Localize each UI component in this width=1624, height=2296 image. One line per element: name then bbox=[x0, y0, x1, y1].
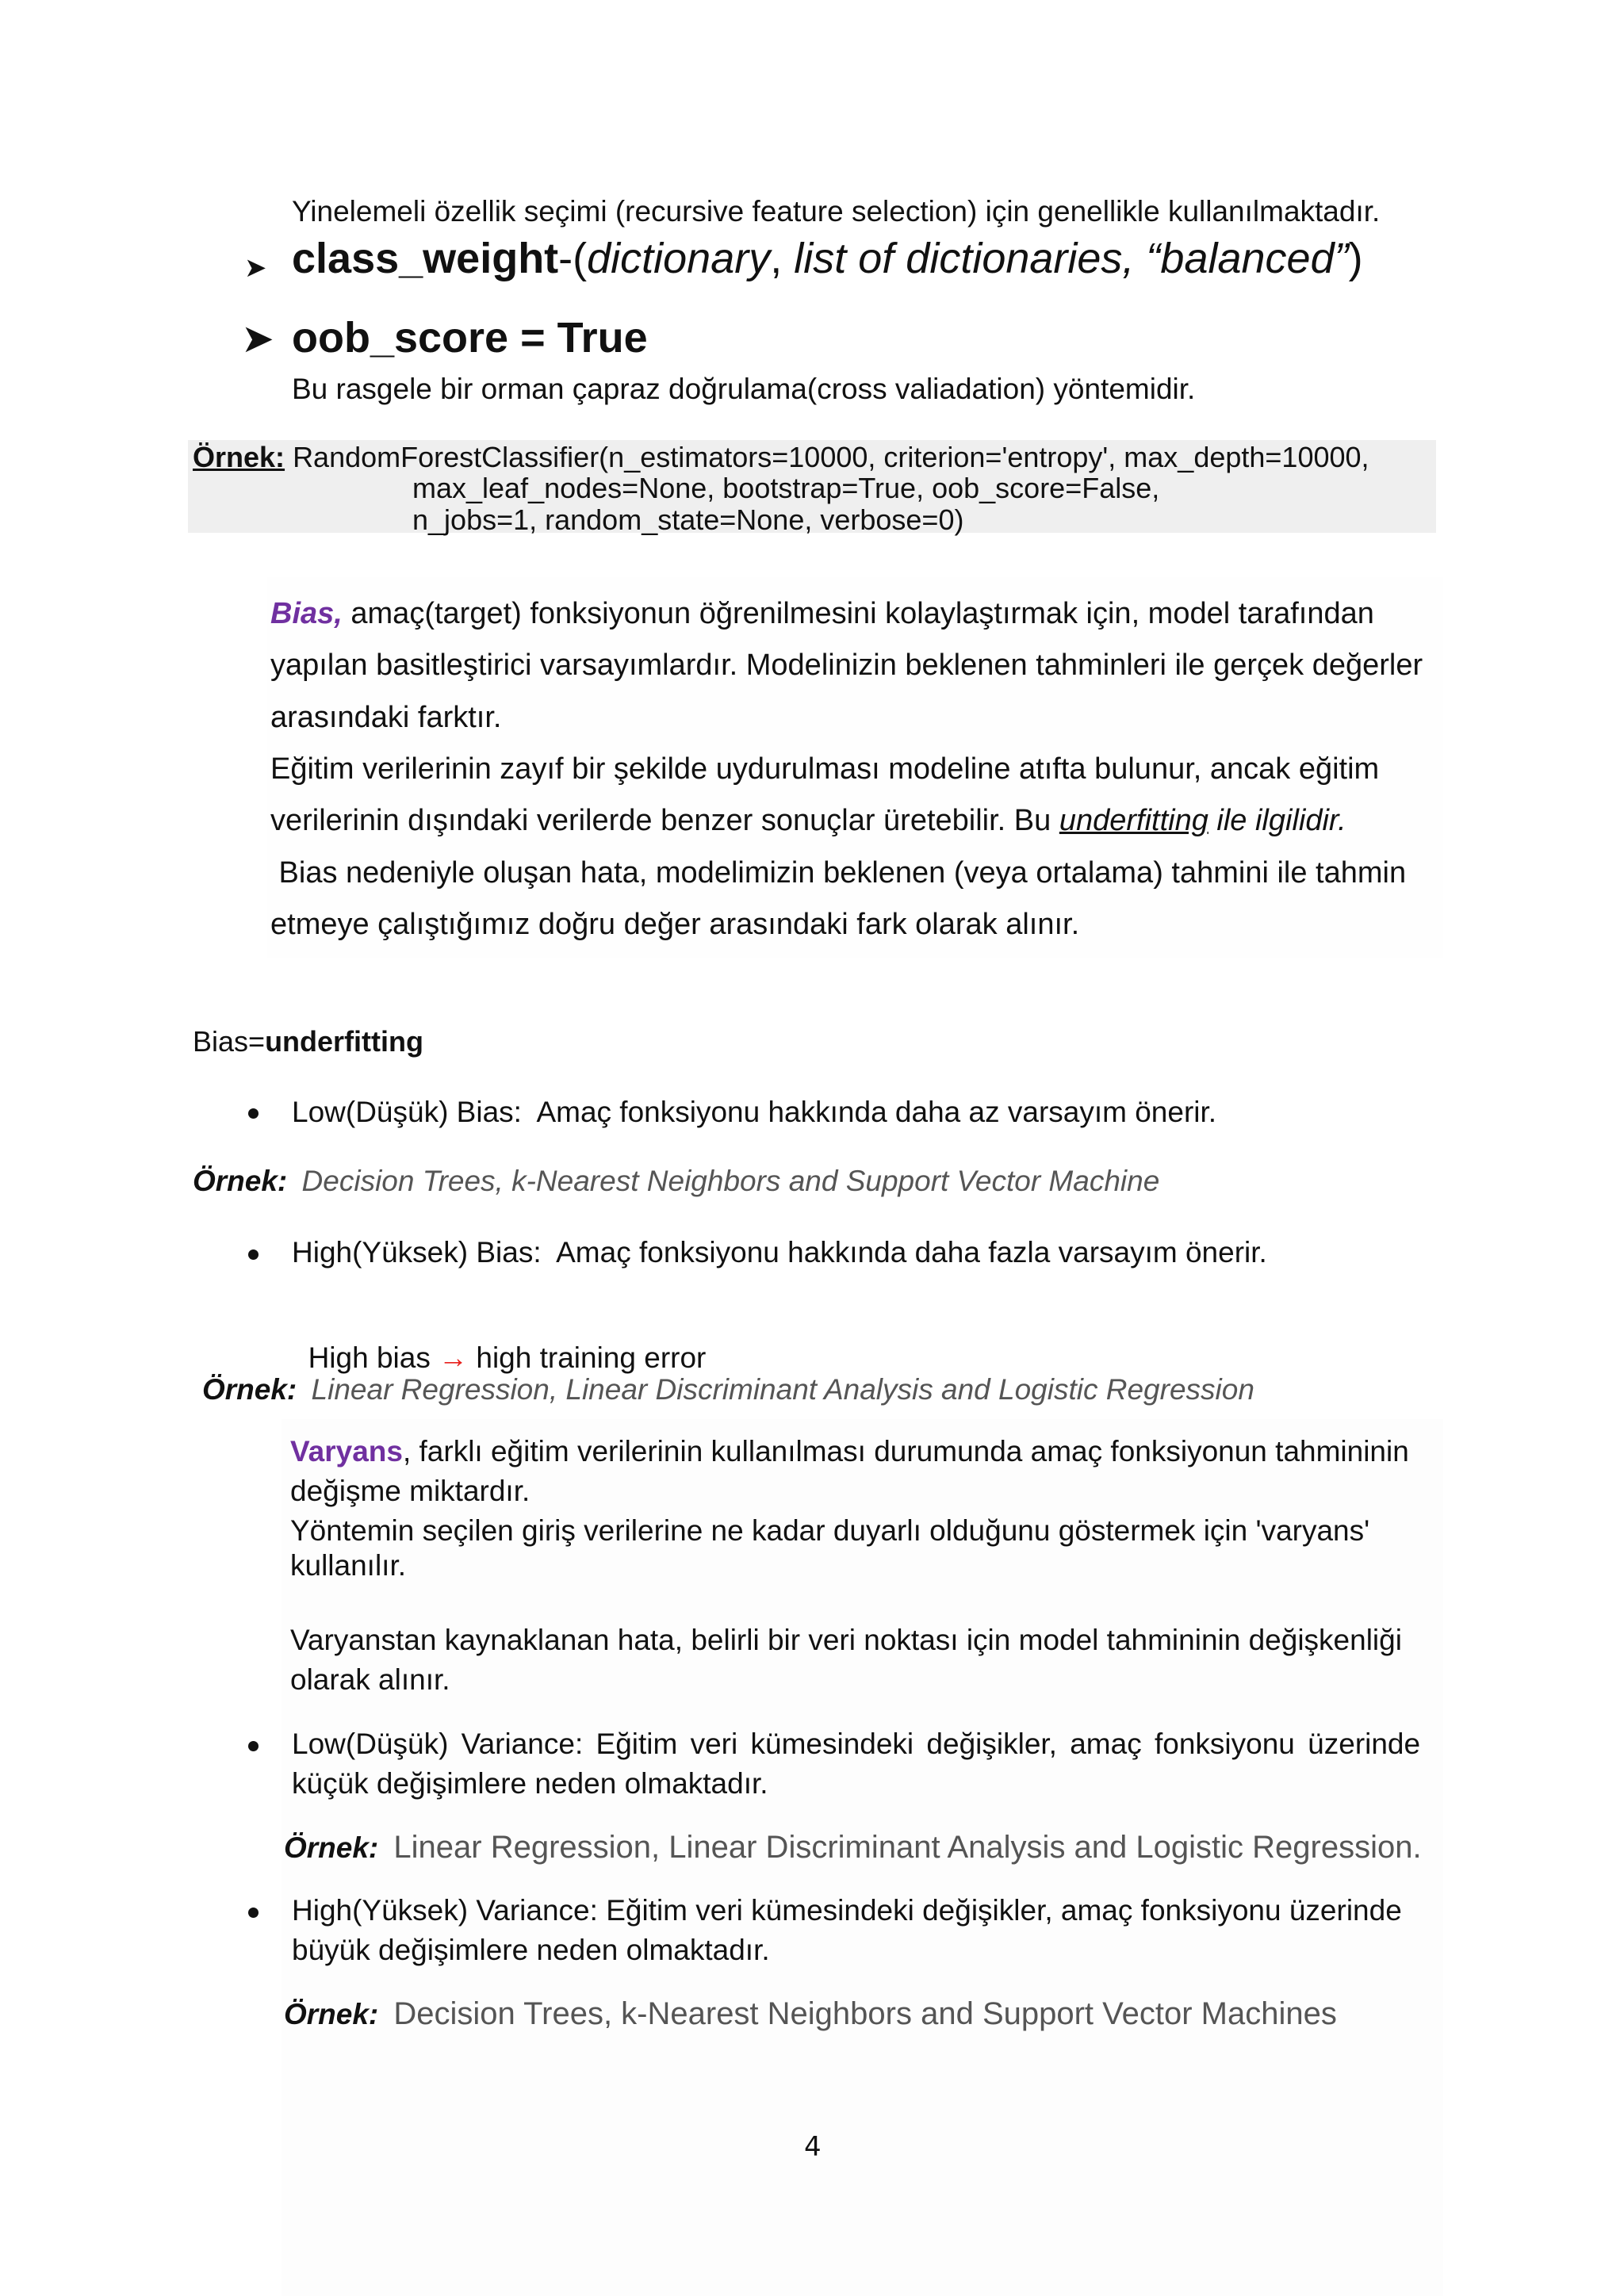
red-arrow-icon: → bbox=[439, 1341, 469, 1374]
high-bias-example-label: Örnek: bbox=[202, 1373, 297, 1406]
arrowhead-bullet-icon: ➤ bbox=[241, 316, 274, 361]
bias-line-1: amaç(target) fonksiyonun öğrenilmesini kolaylaştırmak için, model tarafından bbox=[350, 597, 1374, 630]
variance-line-4: kullanılır. bbox=[290, 1549, 407, 1582]
variance-line-5: Varyanstan kaynaklanan hata, belirli bir veri noktası için model tahmininin değişkenliği bbox=[290, 1624, 1402, 1656]
page-number: 4 bbox=[804, 2131, 822, 2163]
bias-equals-label: Bias= bbox=[193, 1025, 266, 1058]
high-variance-line-1: High(Yüksek) Variance: Eğitim veri kümesindeki değişikler, amaç fonksiyonu üzerinde bbox=[292, 1894, 1402, 1927]
class-weight-close: ) bbox=[1348, 235, 1363, 282]
low-variance-example-label: Örnek: bbox=[284, 1831, 379, 1864]
bias-equals-underfitting bbox=[193, 1024, 423, 1059]
high-variance-line-2: büyük değişimlere neden olmaktadır. bbox=[292, 1934, 770, 1966]
low-bias-example bbox=[193, 1163, 1159, 1200]
oob-score-description: Bu rasgele bir orman çapraz doğrulama(cross valiadation) yöntemidir. bbox=[292, 373, 1196, 405]
high-variance-example-text: Decision Trees, k-Nearest Neighbors and Support Vector Machines bbox=[393, 1996, 1337, 2031]
low-variance-example bbox=[284, 1827, 1422, 1868]
bias-line-4: Eğitim verilerinin zayıf bir şekilde uydurulması modeline atıfta bulunur, ancak eğitim bbox=[270, 752, 1380, 786]
low-variance-line-1: Low(Düşük) Variance: Eğitim veri kümesindeki değişikler, amaç fonksiyonu üzerinde bbox=[292, 1728, 1421, 1760]
low-bias-example-label: Örnek: bbox=[193, 1165, 288, 1197]
class-weight-comma: , bbox=[770, 235, 795, 282]
high-variance-example bbox=[284, 1994, 1337, 2034]
class-weight-param-1: dictionary bbox=[587, 235, 771, 282]
example-label: Örnek: bbox=[193, 441, 285, 473]
bias-line-7: etmeye çalıştığımız doğru değer arasındaki fark olarak alınır. bbox=[270, 908, 1080, 941]
bias-line-3: arasındaki farktır. bbox=[270, 701, 502, 734]
variance-line-2: değişme miktardır. bbox=[290, 1475, 530, 1507]
example-code-text-1: RandomForestClassifier(n_estimators=10000, criterion='entropy', max_depth=10000, bbox=[293, 441, 1369, 473]
bullet-icon bbox=[248, 1908, 259, 1918]
class-weight-sep: -( bbox=[558, 235, 588, 282]
high-bias-text: High(Yüksek) Bias: Amaç fonksiyonu hakkında daha fazla varsayım önerir. bbox=[292, 1236, 1267, 1269]
high-bias-error-line bbox=[292, 1303, 706, 1376]
high-training-error: high training error bbox=[468, 1341, 707, 1374]
example-code-line-3: n_jobs=1, random_state=None, verbose=0) bbox=[412, 503, 964, 536]
bullet-icon bbox=[248, 1249, 259, 1260]
arrowhead-bullet-icon: ➤ bbox=[244, 253, 267, 283]
low-bias-example-text: Decision Trees, k-Nearest Neighbors and Support Vector Machine bbox=[301, 1165, 1160, 1197]
bias-equals-value: underfitting bbox=[265, 1025, 424, 1058]
class-weight-name: class_weight bbox=[292, 235, 559, 282]
variance-line-6: olarak alınır. bbox=[290, 1663, 450, 1696]
low-variance-example-text: Linear Regression, Linear Discriminant Analysis and Logistic Regression. bbox=[393, 1830, 1422, 1865]
intro-line: Yinelemeli özellik seçimi (recursive feature selection) için genellikle kullanılmaktadır. bbox=[292, 195, 1381, 228]
class-weight-param-2: list of dictionaries, “balanced” bbox=[794, 235, 1349, 282]
bullet-icon bbox=[248, 1108, 259, 1119]
bias-term: Bias, bbox=[270, 597, 343, 630]
oob-score-title: oob_score = True bbox=[292, 314, 648, 362]
underfitting-term: underfitting bbox=[1059, 804, 1208, 837]
bullet-icon bbox=[248, 1741, 259, 1751]
high-bias-example bbox=[202, 1372, 1254, 1408]
variance-line-1: , farklı eğitim verilerinin kullanılması durumunda amaç fonksiyonun tahmininin bbox=[402, 1435, 1409, 1468]
bias-line-5-end: ile ilgilidir. bbox=[1208, 804, 1346, 837]
high-bias-example-text: Linear Regression, Linear Discriminant Analysis and Logistic Regression bbox=[311, 1373, 1254, 1406]
bias-line-5: verilerinin dışındaki verilerde benzer sonuçlar üretebilir. Bu bbox=[270, 804, 1059, 837]
variance-line-3: Yöntemin seçilen giriş verilerine ne kadar duyarlı olduğunu göstermek için 'varyans' bbox=[290, 1514, 1370, 1547]
bias-line-2: yapılan basitleştirici varsayımlardır. Modelinizin beklenen tahminleri ile gerçek değerler bbox=[270, 649, 1423, 682]
variance-term: Varyans bbox=[290, 1435, 403, 1468]
example-code-line-2: max_leaf_nodes=None, bootstrap=True, oob_score=False, bbox=[412, 472, 1160, 504]
low-bias-text: Low(Düşük) Bias: Amaç fonksiyonu hakkında daha az varsayım önerir. bbox=[292, 1096, 1217, 1128]
example-code-line-1 bbox=[193, 440, 1369, 475]
bias-line-6: Bias nedeniyle oluşan hata, modelimizin beklenen (veya ortalama) tahmini ile tahmin bbox=[270, 856, 1407, 890]
low-variance-line-2: küçük değişimlere neden olmaktadır. bbox=[292, 1767, 768, 1800]
high-variance-example-label: Örnek: bbox=[284, 1998, 379, 2030]
high-bias-label: High bias bbox=[308, 1341, 439, 1374]
